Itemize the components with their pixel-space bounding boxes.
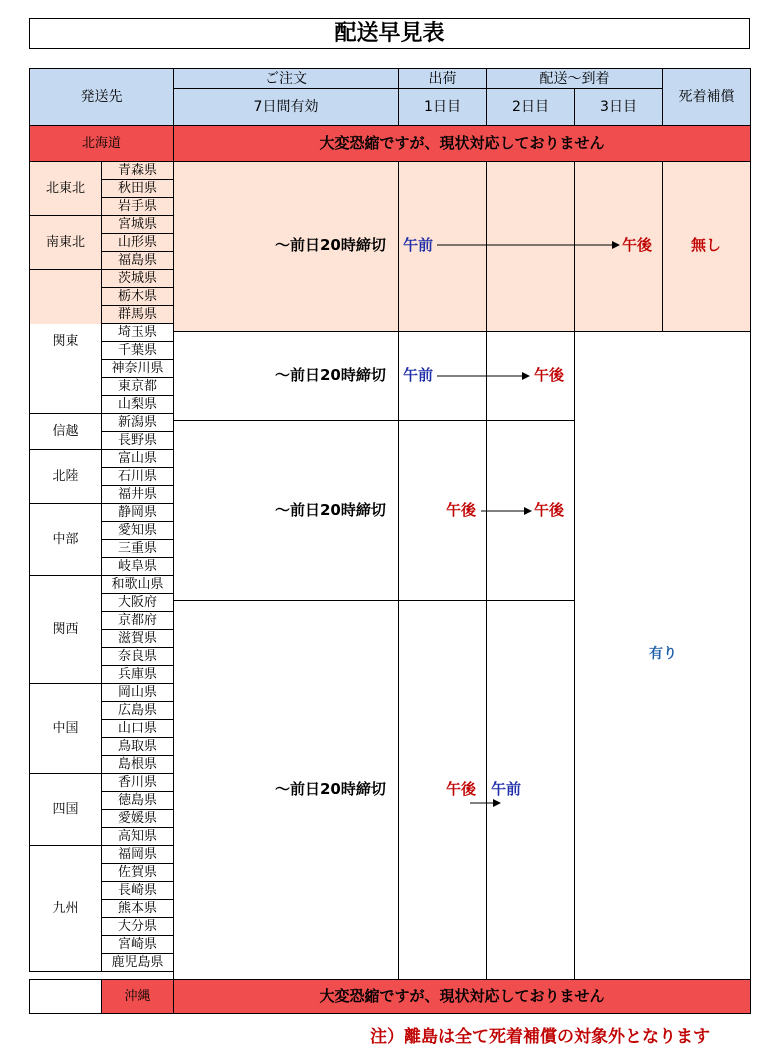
group1-ship-morning: 午前 bbox=[403, 236, 434, 254]
region-4: 北陸 bbox=[29, 449, 102, 504]
prefecture-cell: 青森県 bbox=[101, 161, 174, 180]
group2-arrive-afternoon: 午後 bbox=[534, 366, 565, 384]
region-0: 北東北 bbox=[29, 161, 102, 216]
prefecture-cell: 長野県 bbox=[101, 431, 174, 450]
arrow-layer bbox=[29, 68, 751, 1014]
prefecture-cell: 島根県 bbox=[101, 755, 174, 774]
region-1: 南東北 bbox=[29, 215, 102, 270]
prefecture-cell: 高知県 bbox=[101, 827, 174, 846]
prefecture-cell: 山梨県 bbox=[101, 395, 174, 414]
prefecture-cell: 長崎県 bbox=[101, 881, 174, 900]
header-compensation: 死着補償 bbox=[662, 68, 751, 126]
footnote: 注）離島は全て死着補償の対象外となります bbox=[370, 1027, 710, 1047]
prefecture-cell: 埼玉県 bbox=[101, 323, 174, 342]
region-okinawa: 沖縄 bbox=[101, 979, 174, 1014]
header-ship: 出荷 bbox=[398, 68, 487, 89]
prefecture-cell: 滋賀県 bbox=[101, 629, 174, 648]
prefecture-cell: 和歌山県 bbox=[101, 575, 174, 594]
prefecture-cell: 富山県 bbox=[101, 449, 174, 468]
prefecture-cell: 宮崎県 bbox=[101, 935, 174, 954]
region-hokkaido: 北海道 bbox=[29, 125, 174, 162]
header-day1: 1日目 bbox=[398, 88, 487, 126]
delivery-schedule-table bbox=[29, 68, 751, 1014]
prefecture-cell: 岡山県 bbox=[101, 683, 174, 702]
group3-cutoff: ～前日20時締切 bbox=[275, 501, 386, 519]
prefecture-cell: 三重県 bbox=[101, 539, 174, 558]
group1-arrive-afternoon: 午後 bbox=[622, 236, 653, 254]
prefecture-cell: 神奈川県 bbox=[101, 359, 174, 378]
hokkaido-unavailable: 大変恐縮ですが、現状対応しておりません bbox=[173, 125, 751, 162]
prefecture-cell: 京都府 bbox=[101, 611, 174, 630]
region-9: 九州 bbox=[29, 845, 102, 972]
header-order: ご注文 bbox=[173, 68, 399, 89]
compensation-available: 有り bbox=[649, 646, 677, 662]
region-8: 四国 bbox=[29, 773, 102, 846]
prefecture-cell: 宮城県 bbox=[101, 215, 174, 234]
prefecture-cell: 新潟県 bbox=[101, 413, 174, 432]
group2-cutoff: ～前日20時締切 bbox=[275, 366, 386, 384]
prefecture-cell: 兵庫県 bbox=[101, 665, 174, 684]
prefecture-cell: 茨城県 bbox=[101, 269, 174, 288]
prefecture-cell: 愛媛県 bbox=[101, 809, 174, 828]
prefecture-cell: 香川県 bbox=[101, 773, 174, 792]
prefecture-cell: 熊本県 bbox=[101, 899, 174, 918]
group4-cutoff: ～前日20時締切 bbox=[275, 780, 386, 798]
region-6: 関西 bbox=[29, 575, 102, 684]
prefecture-cell: 福井県 bbox=[101, 485, 174, 504]
header-order-valid: 7日間有効 bbox=[173, 88, 399, 126]
prefecture-cell: 秋田県 bbox=[101, 179, 174, 198]
prefecture-cell: 広島県 bbox=[101, 701, 174, 720]
group1-cutoff: ～前日20時締切 bbox=[275, 236, 386, 254]
prefecture-cell: 佐賀県 bbox=[101, 863, 174, 882]
group3-arrive-afternoon: 午後 bbox=[534, 501, 565, 519]
header-destination: 発送先 bbox=[29, 68, 174, 126]
prefecture-cell: 群馬県 bbox=[101, 305, 174, 324]
header-day2: 2日目 bbox=[486, 88, 575, 126]
prefecture-cell: 奈良県 bbox=[101, 647, 174, 666]
prefecture-cell: 鳥取県 bbox=[101, 737, 174, 756]
region-3: 信越 bbox=[29, 413, 102, 450]
prefecture-cell: 山口県 bbox=[101, 719, 174, 738]
prefecture-cell: 東京都 bbox=[101, 377, 174, 396]
prefecture-cell: 愛知県 bbox=[101, 521, 174, 540]
region-7: 中国 bbox=[29, 683, 102, 774]
prefecture-cell: 栃木県 bbox=[101, 287, 174, 306]
prefecture-cell: 鹿児島県 bbox=[101, 953, 174, 972]
prefecture-cell: 岩手県 bbox=[101, 197, 174, 216]
header-delivery: 配送～到着 bbox=[486, 68, 663, 89]
prefecture-cell: 大分県 bbox=[101, 917, 174, 936]
prefecture-cell: 山形県 bbox=[101, 233, 174, 252]
prefecture-cell: 静岡県 bbox=[101, 503, 174, 522]
region-5: 中部 bbox=[29, 503, 102, 576]
prefecture-cell: 岐阜県 bbox=[101, 557, 174, 576]
prefecture-cell: 福島県 bbox=[101, 251, 174, 270]
prefecture-cell: 石川県 bbox=[101, 467, 174, 486]
okinawa-unavailable: 大変恐縮ですが、現状対応しておりません bbox=[173, 979, 751, 1014]
region-2: 関東 bbox=[29, 269, 102, 414]
group3-ship-afternoon: 午後 bbox=[446, 501, 477, 519]
group4-arrive-morning: 午前 bbox=[491, 780, 522, 798]
prefecture-cell: 徳島県 bbox=[101, 791, 174, 810]
header-day3: 3日目 bbox=[574, 88, 663, 126]
group4-ship-afternoon: 午後 bbox=[446, 780, 477, 798]
group2-ship-morning: 午前 bbox=[403, 366, 434, 384]
group1-no-compensation: 無し bbox=[691, 236, 722, 254]
prefecture-cell: 福岡県 bbox=[101, 845, 174, 864]
page-title: 配送早見表 bbox=[29, 18, 750, 49]
prefecture-cell: 千葉県 bbox=[101, 341, 174, 360]
prefecture-cell: 大阪府 bbox=[101, 593, 174, 612]
